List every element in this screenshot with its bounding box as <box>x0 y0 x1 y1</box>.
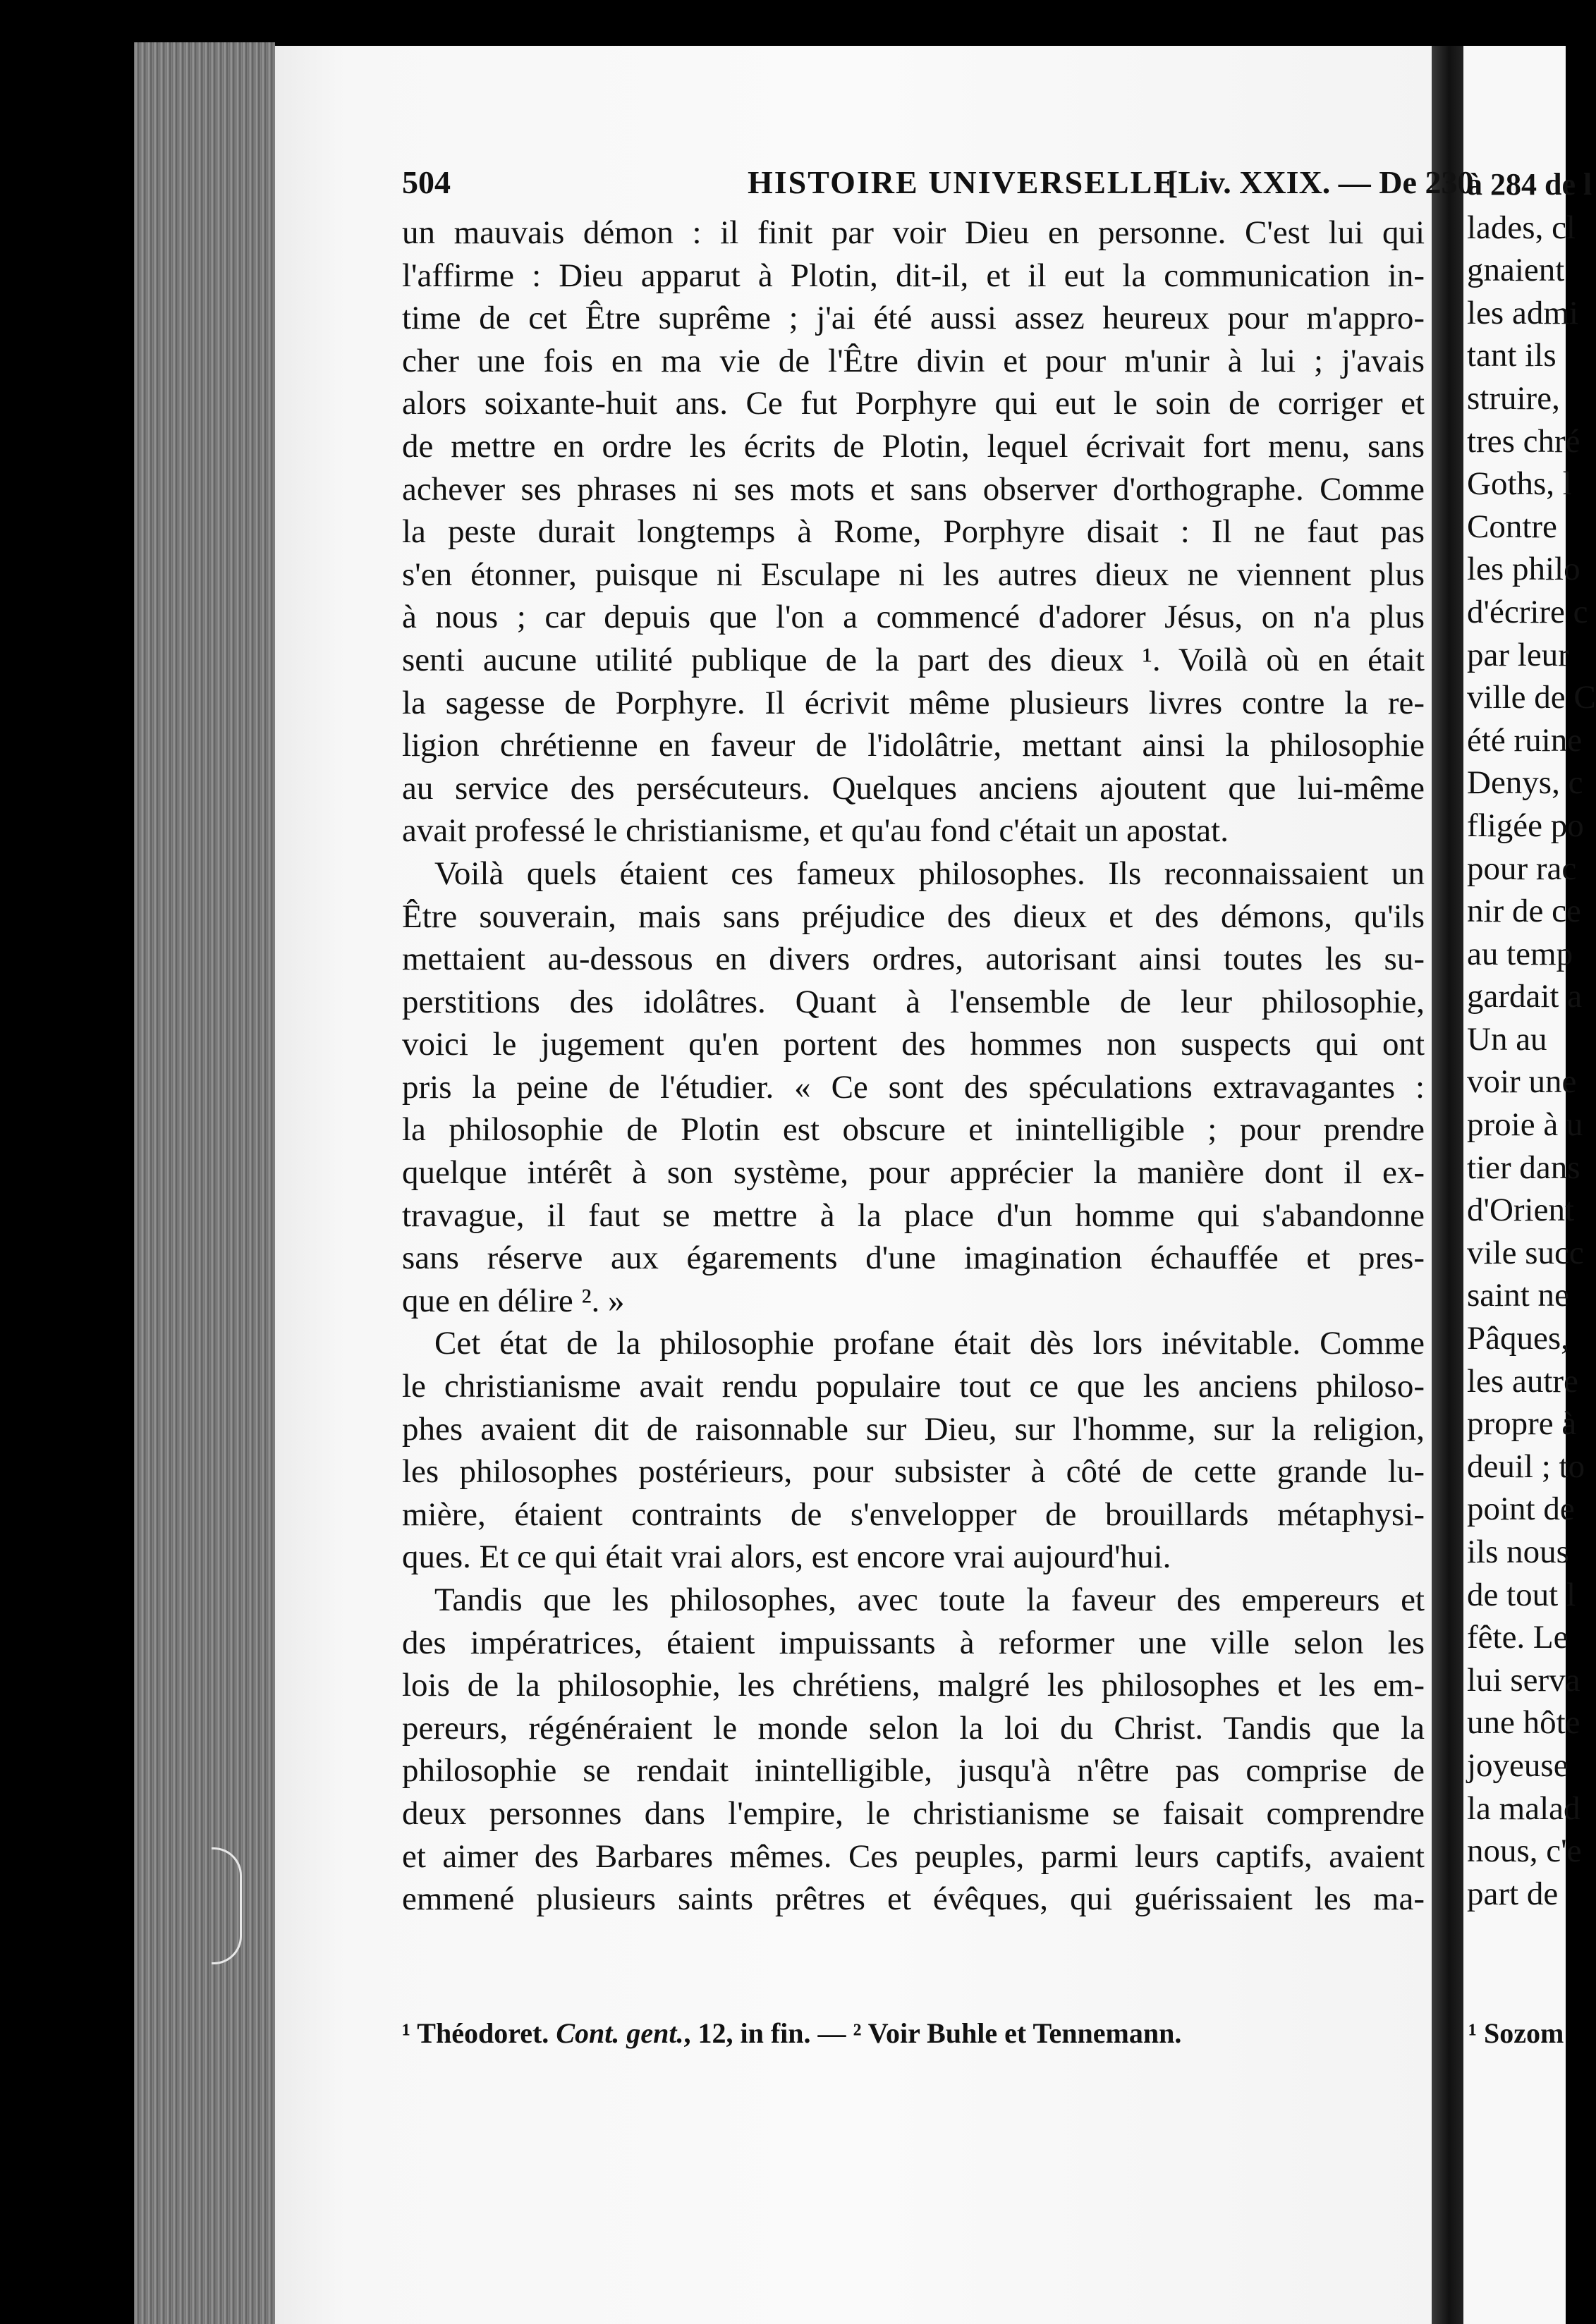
right-text-line: au temp <box>1467 935 1573 972</box>
text-line: emmené plusieurs saints prêtres et évêques, qui guérissaient les ma- <box>402 1880 1425 1918</box>
text-line: sans réserve aux égarements d'une imagination échauffée et pres- <box>402 1240 1425 1277</box>
text-line: avait professé le christianisme, et qu'au fond c'était un apostat. <box>402 812 1229 850</box>
right-running-header: à 284 de l <box>1467 167 1592 202</box>
text-line: time de cet Être suprême ; j'ai été aussi assez heureux pour m'appro- <box>402 300 1425 337</box>
right-text-line: Contre <box>1467 508 1557 545</box>
text-line: travague, il faut se mettre à la place d'un homme qui s'abandonne <box>402 1197 1425 1234</box>
text-line: voici le jugement qu'en portent des hommes non suspects qui ont <box>402 1026 1425 1063</box>
right-text-line: la malad <box>1467 1790 1580 1827</box>
right-text-line: ville de C <box>1467 679 1596 716</box>
text-line: philosophie se rendait inintelligible, jusqu'à n'être pas comprise de <box>402 1752 1425 1790</box>
book-gutter <box>1432 46 1463 2324</box>
right-text-line: été ruine <box>1467 721 1583 759</box>
right-text-line: Pâques, <box>1467 1320 1569 1357</box>
scan-hair-artifact <box>212 1847 242 1964</box>
text-line: la peste durait longtemps à Rome, Porphyre disait : Il ne faut pas <box>402 513 1425 551</box>
section-reference: [Liv. XXIX. — De 230 <box>1167 164 1474 200</box>
text-line: perstitions des idolâtres. Quant à l'ensemble de leur philosophie, <box>402 983 1425 1020</box>
text-line: lois de la philosophie, les chrétiens, malgré les philosophes et les em- <box>402 1667 1425 1704</box>
right-text-line: une hôte <box>1467 1704 1580 1742</box>
right-text-line: point de <box>1467 1491 1575 1528</box>
right-text-line: les admi <box>1467 294 1578 331</box>
right-text-line: lui serva <box>1467 1661 1580 1699</box>
right-text-line: vile succ <box>1467 1234 1584 1271</box>
right-text-line: tres chré <box>1467 422 1580 460</box>
right-text-line: tier dans <box>1467 1149 1580 1186</box>
right-text-line: joyeuse <box>1467 1747 1568 1784</box>
footnote-rest: , 12, in fin. — ² Voir Buhle et Tennemann. <box>683 2017 1182 2049</box>
text-line: pris la peine de l'étudier. « Ce sont des spéculations extravagantes : <box>402 1068 1425 1106</box>
right-text-line: par leur <box>1467 636 1569 673</box>
right-text-line: part de <box>1467 1875 1559 1912</box>
right-text-line: deuil ; to <box>1467 1448 1585 1485</box>
text-line: la sagesse de Porphyre. Il écrivit même plusieurs livres contre la re- <box>402 684 1425 721</box>
page-number: 504 <box>402 164 451 200</box>
right-text-line: voir une <box>1467 1063 1577 1101</box>
right-text-line: gardait a <box>1467 978 1583 1015</box>
text-line: l'affirme : Dieu apparut à Plotin, dit-il, et il eut la communication in- <box>402 257 1425 294</box>
text-line: au service des persécuteurs. Quelques anciens ajoutent que lui-même <box>402 769 1425 807</box>
right-text-line: fligée po <box>1467 807 1584 844</box>
text-line: et aimer des Barbares mêmes. Ces peuples, parmi leurs captifs, avaient <box>402 1837 1425 1875</box>
right-text-line: Denys, c <box>1467 764 1583 802</box>
text-line: phes avaient dit de raisonnable sur Dieu, sur l'homme, sur la religion, <box>402 1410 1425 1448</box>
text-line: alors soixante-huit ans. Ce fut Porphyre qui eut le soin de corriger et <box>402 385 1425 422</box>
right-text-line: fête. Le <box>1467 1619 1568 1656</box>
text-line: achever ses phrases ni ses mots et sans observer d'orthographe. Comme <box>402 470 1425 508</box>
right-text-line: les philo <box>1467 551 1580 588</box>
footnote-1-title: Cont. gent. <box>556 2017 684 2049</box>
text-line: senti aucune utilité publique de la part des dieux ¹. Voilà où en était <box>402 641 1425 678</box>
text-line: pereurs, régénéraient le monde selon la loi du Christ. Tandis que la <box>402 1709 1425 1747</box>
text-line: Cet état de la philosophie profane était dès lors inévitable. Comme <box>434 1325 1425 1362</box>
right-text-line: d'Orient <box>1467 1192 1575 1229</box>
right-text-line: d'écrire c <box>1467 593 1588 630</box>
text-line: que en délire ². » <box>402 1282 625 1319</box>
right-text-line: les autre <box>1467 1362 1578 1400</box>
running-header <box>402 164 1474 204</box>
text-line: ligion chrétienne en faveur de l'idolâtrie, mettant ainsi la philosophie <box>402 727 1425 764</box>
running-title: HISTOIRE UNIVERSELLE <box>748 164 1176 200</box>
right-text-line: Un au <box>1467 1020 1547 1058</box>
right-text-line: gnaient <box>1467 252 1565 289</box>
text-line: quelque intérêt à son système, pour apprécier la manière dont il ex- <box>402 1154 1425 1192</box>
text-line: le christianisme avait rendu populaire tout ce que les anciens philoso- <box>402 1368 1425 1405</box>
text-line: la philosophie de Plotin est obscure et inintelligible ; pour prendre <box>402 1111 1425 1149</box>
text-line: cher une fois en ma vie de l'Être divin et pour m'unir à lui ; j'avais <box>402 342 1425 379</box>
right-text-line: nir de ce <box>1467 893 1581 930</box>
text-line: des impératrices, étaient impuissants à reformer une ville selon les <box>402 1624 1425 1661</box>
right-text-line: Goths, l <box>1467 465 1572 503</box>
right-footnote: ¹ Sozom <box>1468 2017 1564 2049</box>
body-text <box>402 212 1425 1921</box>
right-text-line: tant ils <box>1467 337 1557 374</box>
text-line: mettaient au-dessous en divers ordres, autorisant ainsi toutes les su- <box>402 941 1425 978</box>
text-line: Voilà quels étaient ces fameux philosophes. Ils reconnaissaient un <box>434 855 1425 892</box>
right-text-line: proie à u <box>1467 1106 1583 1144</box>
right-text-line: lades, cl <box>1467 209 1576 246</box>
right-text-line: struire, <box>1467 379 1560 417</box>
text-line: de mettre en ordre les écrits de Plotin, lequel écrivait fort menu, sans <box>402 427 1425 465</box>
text-line: à nous ; car depuis que l'on a commencé d'adorer Jésus, on n'a plus <box>402 599 1425 636</box>
text-line: deux personnes dans l'empire, le christianisme se faisait comprendre <box>402 1794 1425 1832</box>
right-text-line: pour rac <box>1467 850 1577 887</box>
footnote-1-label: ¹ Théodoret. <box>402 2017 556 2049</box>
text-line: un mauvais démon : il finit par voir Dieu en personne. C'est lui qui <box>402 214 1425 251</box>
right-text-line: de tout l <box>1467 1576 1576 1613</box>
text-line: mière, étaient contraints de s'envelopper de brouillards métaphysi- <box>402 1496 1425 1533</box>
footnotes <box>402 2017 1432 2050</box>
right-text-line: propre à <box>1467 1405 1577 1443</box>
right-page-text <box>1467 164 1596 1915</box>
right-text-line: saint ne <box>1467 1277 1569 1314</box>
text-line: Être souverain, mais sans préjudice des dieux et des démons, qu'ils <box>402 898 1425 935</box>
text-line: s'en étonner, puisque ni Esculape ni les autres dieux ne viennent plus <box>402 556 1425 593</box>
text-line: Tandis que les philosophes, avec toute la faveur des empereurs et <box>434 1582 1425 1618</box>
text-line: ques. Et ce qui était vrai alors, est encore vrai aujourd'hui. <box>402 1539 1171 1576</box>
right-text-line: ils nous <box>1467 1534 1569 1570</box>
page-edge-stack <box>134 42 275 2324</box>
right-text-line: nous, c'e <box>1467 1833 1582 1870</box>
text-line: les philosophes postérieurs, pour subsister à côté de cette grande lu- <box>402 1453 1425 1491</box>
